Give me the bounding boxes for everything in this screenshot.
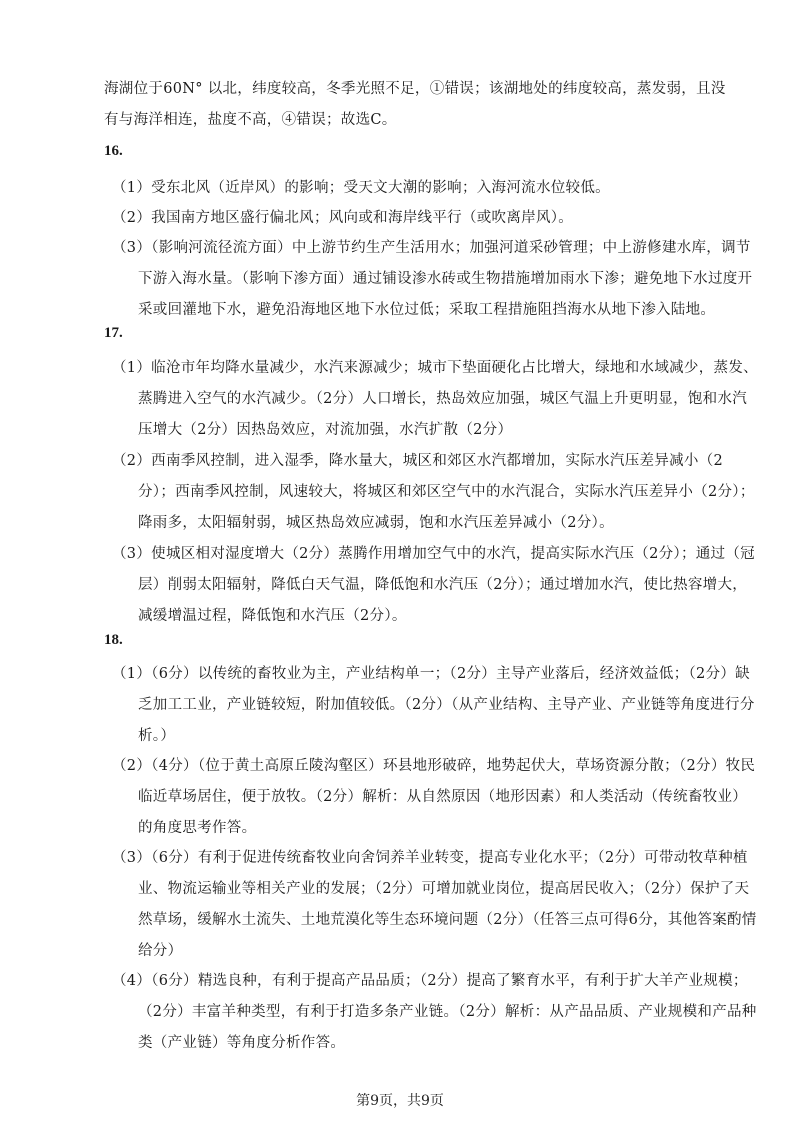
answer-item xyxy=(112,233,758,326)
answer-text: （影响河流径流方面）中上游节约生产生活用水；加强河道采砂管理；中上游修建水库，调节下游入海水量。（影响下渗方面）通过铺设渗水砖或生物措施增加雨水下渗；避免地下水过度开采或回灌地下水，避免沿海地区地下水位过低；采取工程措施阻挡海水从地下渗入陆地。 xyxy=(138,240,753,318)
answer-text: （6分）以传统的畜牧业为主，产业结构单一；（2分）主导产业落后，经济效益低；（2分）缺乏加工工业，产业链较短，附加值较低。（2分）（从产业结构、主导产业、产业链等角度进行分析。） xyxy=(138,666,755,744)
answer-label: （3） xyxy=(112,850,152,866)
answer-item xyxy=(112,966,758,1059)
answer-item xyxy=(112,173,758,204)
answer-text: 受东北风（近岸风）的影响；受天文大潮的影响；入海河流水位较低。 xyxy=(151,180,610,196)
answer-label: （1） xyxy=(112,666,152,682)
intro-paragraph: 海湖位于60N° 以北，纬度较高，冬季光照不足，①错误；该湖地处的纬度较高，蒸发弱，且没有与海洋相连，盐度不高，④错误；故选C。 xyxy=(104,81,726,128)
answer-text: （6分）有利于促进传统畜牧业向舍饲养羊业转变，提高专业化水平；（2分）可带动牧草种植业、物流运输业等相关产业的发展；（2分）可增加就业岗位，提高居民收入；（2分）保护了天然草场，缓解水土流失、土地荒漠化等生态环境问题（2分）（任答三点可得6分，其他答案酌情给分） xyxy=(138,850,757,959)
answer-text: 临沧市年均降水量减少，水汽来源减少；城市下垫面硬化占比增大，绿地和水域减少，蒸发、蒸腾进入空气的水汽减少。（2分）人口增长，热岛效应加强，城区气温上升更明显，饱和水汽压增大（2分）因热岛效应，对流加强，水汽扩散（2分） xyxy=(138,360,758,438)
answer-item xyxy=(112,539,758,632)
answer-label: （2） xyxy=(112,453,152,469)
question-number-17: 17. xyxy=(104,325,123,341)
answer-text: 西南季风控制，进入湿季，降水量大，城区和郊区水汽都增加，实际水汽压差异减小（2分）；西南季风控制，风速较大，将城区和郊区空气中的水汽混合，实际水汽压差异小（2分）；降雨多，太阳辐射弱，城区热岛效应减弱，饱和水汽压差异减小（2分）。 xyxy=(138,453,755,531)
answer-label: （1） xyxy=(112,360,152,376)
answer-label: （3） xyxy=(112,546,152,562)
answer-label: （2） xyxy=(112,758,152,774)
answer-label: （4） xyxy=(112,973,152,989)
answer-item xyxy=(112,353,758,446)
answer-text: （4分）（位于黄土高原丘陵沟壑区）环县地形破碎，地势起伏大，草场资源分散；（2分）牧民临近草场居住，便于放牧。（2分）解析：从自然原因（地形因素）和人类活动（传统畜牧业）的角度思考作答。 xyxy=(138,758,756,836)
answer-text: （6分）精选良种，有利于提高产品品质；（2分）提高了繁育水平，有利于扩大羊产业规模；（2分）丰富羊种类型，有利于打造多条产业链。（2分）解析：从产品品质、产业规模和产品种类（产业链）等角度分析作答。 xyxy=(138,973,757,1051)
page-footer: 第9页，共9页 xyxy=(356,1093,444,1109)
answer-item xyxy=(112,843,758,967)
answer-text: 使城区相对湿度增大（2分）蒸腾作用增加空气中的水汽，提高实际水汽压（2分）；通过（冠层）削弱太阳辐射，降低白天气温，降低饱和水汽压（2分）；通过增加水汽，使比热容增大，减缓增温过程，降低饱和水汽压（2分）。 xyxy=(138,546,755,624)
question-number-18: 18. xyxy=(104,632,123,648)
question-number-16: 16. xyxy=(104,143,123,159)
answer-item xyxy=(112,659,758,752)
answer-label: （1） xyxy=(112,180,152,196)
answer-item xyxy=(112,751,758,844)
answer-label: （2） xyxy=(112,210,152,226)
answer-label: （3） xyxy=(112,240,152,256)
answer-item xyxy=(112,446,758,539)
answer-text: 我国南方地区盛行偏北风；风向或和海岸线平行（或吹离岸风）。 xyxy=(151,210,574,226)
answer-item xyxy=(112,203,758,234)
